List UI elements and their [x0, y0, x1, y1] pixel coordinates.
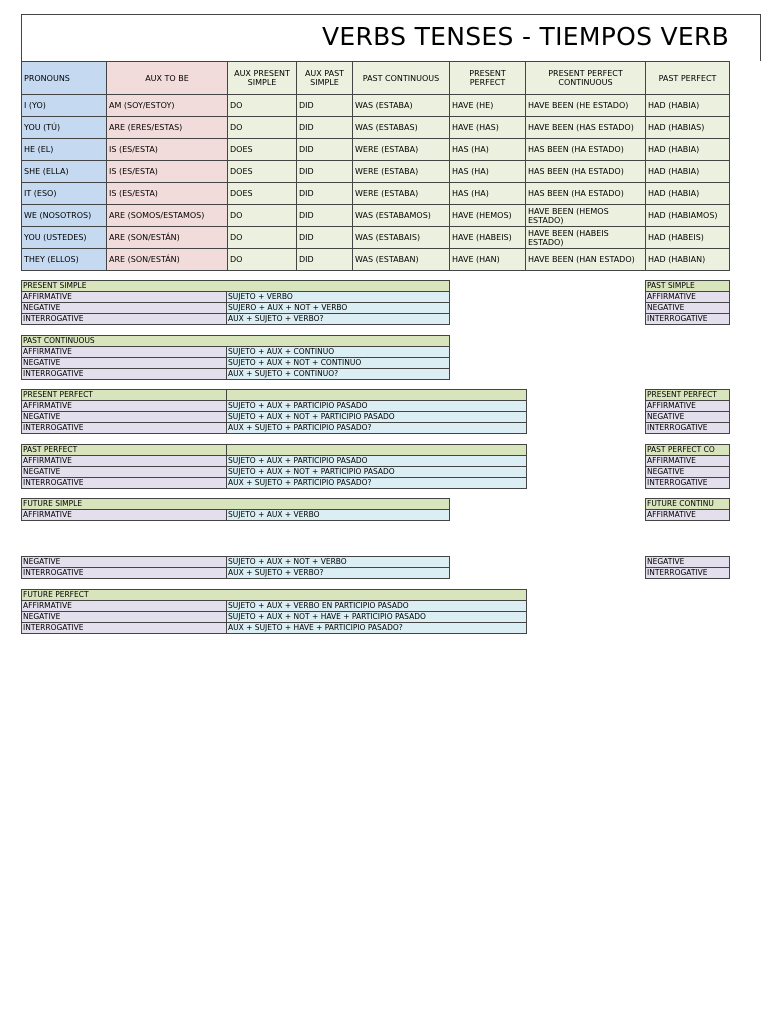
row-formula: SUJETO + AUX + PARTICIPIO PASADO — [227, 456, 527, 467]
present-simple-section — [21, 280, 450, 325]
table-cell: HAVE (HE) — [450, 95, 526, 117]
table-cell: THEY (ELLOS) — [22, 249, 107, 271]
table-cell: YOU (TÚ) — [22, 117, 107, 139]
row-formula: AUX + SUJETO + PARTICIPIO PASADO? — [227, 478, 527, 489]
row-formula: SUJETO + AUX + CONTINUO — [227, 347, 450, 358]
section-title: FUTURE PERFECT — [22, 590, 527, 601]
table-cell: DO — [228, 205, 297, 227]
table-cell: HAVE (HABEIS) — [450, 227, 526, 249]
section-title: PAST CONTINUOUS — [22, 336, 450, 347]
table-cell: WAS (ESTABAS) — [353, 117, 450, 139]
row-formula: SUJETO + AUX + NOT + PARTICIPIO PASADO — [227, 467, 527, 478]
section-title: PAST PERFECT — [22, 445, 227, 456]
table-cell: I (YO) — [22, 95, 107, 117]
header-cell: AUX PRESENT SIMPLE — [228, 62, 297, 95]
row-label: INTERROGATIVE — [22, 623, 227, 634]
past-simple-section — [645, 280, 730, 325]
row-label: NEGATIVE — [646, 412, 730, 423]
page-title: VERBS TENSES - TIEMPOS VERB — [322, 22, 730, 51]
table-cell: WE (NOSOTROS) — [22, 205, 107, 227]
table-cell: DID — [297, 227, 353, 249]
verb-tenses-table — [21, 61, 730, 271]
table-cell: DID — [297, 161, 353, 183]
row-label: INTERROGATIVE — [22, 478, 227, 489]
table-cell: IS (ES/ESTA) — [107, 161, 228, 183]
header-cell: PRONOUNS — [22, 62, 107, 95]
table-row — [22, 139, 730, 161]
table-cell: DID — [297, 139, 353, 161]
table-row — [22, 249, 730, 271]
row-label: INTERROGATIVE — [646, 423, 730, 434]
table-cell: DID — [297, 117, 353, 139]
table-cell: HAVE (HEMOS) — [450, 205, 526, 227]
table-cell: HAD (HABIA) — [646, 161, 730, 183]
table-cell: DOES — [228, 139, 297, 161]
row-formula: AUX + SUJETO + VERBO? — [227, 314, 450, 325]
table-cell: DO — [228, 117, 297, 139]
table-cell: HAS BEEN (HA ESTADO) — [526, 183, 646, 205]
row-formula: AUX + SUJETO + VERBO? — [227, 568, 450, 579]
section-title-filler — [227, 445, 527, 456]
table-cell: HAS BEEN (HA ESTADO) — [526, 161, 646, 183]
table-row — [22, 183, 730, 205]
row-label: INTERROGATIVE — [646, 568, 730, 579]
table-cell: HAS (HA) — [450, 139, 526, 161]
future-perfect-section — [21, 589, 527, 634]
section-title: FUTURE SIMPLE — [22, 499, 450, 510]
row-label: AFFIRMATIVE — [646, 292, 730, 303]
section-title: FUTURE CONTINU — [646, 499, 730, 510]
table-cell: HAVE BEEN (HE ESTADO) — [526, 95, 646, 117]
future-continuous-section-cont — [645, 556, 730, 579]
row-formula: SUJETO + AUX + VERBO — [227, 510, 450, 521]
past-continuous-section — [21, 335, 450, 380]
future-continuous-section — [645, 498, 730, 521]
row-label: AFFIRMATIVE — [22, 456, 227, 467]
table-cell: HAD (HABIAS) — [646, 117, 730, 139]
table-cell: ARE (SOMOS/ESTAMOS) — [107, 205, 228, 227]
header-row — [22, 62, 730, 95]
table-cell: HAD (HABIAN) — [646, 249, 730, 271]
row-formula: SUJERO + AUX + NOT + VERBO — [227, 303, 450, 314]
table-cell: HAS (HA) — [450, 161, 526, 183]
present-perfect-section — [21, 389, 527, 434]
row-formula: SUJETO + AUX + PARTICIPIO PASADO — [227, 401, 527, 412]
row-label: NEGATIVE — [646, 467, 730, 478]
row-label: AFFIRMATIVE — [646, 456, 730, 467]
table-cell: DID — [297, 183, 353, 205]
table-cell: ARE (SON/ESTÁN) — [107, 227, 228, 249]
table-row — [22, 161, 730, 183]
table-cell: HAD (HABIA) — [646, 139, 730, 161]
row-formula: SUJETO + AUX + NOT + HAVE + PARTICIPIO PASADO — [227, 612, 527, 623]
row-label: INTERROGATIVE — [646, 478, 730, 489]
row-label: NEGATIVE — [22, 612, 227, 623]
row-label: AFFIRMATIVE — [22, 347, 227, 358]
table-cell: WERE (ESTABA) — [353, 139, 450, 161]
past-perfect-section — [21, 444, 527, 489]
row-label: INTERROGATIVE — [22, 423, 227, 434]
table-cell: DOES — [228, 161, 297, 183]
row-label: AFFIRMATIVE — [22, 292, 227, 303]
table-cell: HAVE (HAN) — [450, 249, 526, 271]
table-cell: IS (ES/ESTA) — [107, 183, 228, 205]
table-cell: AM (SOY/ESTOY) — [107, 95, 228, 117]
section-title: PRESENT PERFECT — [646, 390, 730, 401]
table-cell: HAS (HA) — [450, 183, 526, 205]
table-row — [22, 95, 730, 117]
table-cell: HAVE BEEN (HAN ESTADO) — [526, 249, 646, 271]
table-cell: WAS (ESTABAMOS) — [353, 205, 450, 227]
row-label: NEGATIVE — [646, 557, 730, 568]
table-cell: WAS (ESTABAIS) — [353, 227, 450, 249]
header-cell: AUX PAST SIMPLE — [297, 62, 353, 95]
header-cell: PRESENT PERFECT CONTINUOUS — [526, 62, 646, 95]
table-cell: DID — [297, 249, 353, 271]
table-cell: HAD (HABEIS) — [646, 227, 730, 249]
table-cell: HAVE BEEN (HAS ESTADO) — [526, 117, 646, 139]
section-title: PRESENT SIMPLE — [22, 281, 450, 292]
table-cell: DO — [228, 227, 297, 249]
present-perfect-continuous-section — [645, 389, 730, 434]
table-row — [22, 205, 730, 227]
table-cell: HAD (HABIAMOS) — [646, 205, 730, 227]
row-formula: AUX + SUJETO + HAVE + PARTICIPIO PASADO? — [227, 623, 527, 634]
header-cell: PAST CONTINUOUS — [353, 62, 450, 95]
table-cell: DO — [228, 249, 297, 271]
table-cell: WERE (ESTABA) — [353, 183, 450, 205]
table-cell: HAVE (HAS) — [450, 117, 526, 139]
table-cell: IT (ESO) — [22, 183, 107, 205]
table-cell: WAS (ESTABAN) — [353, 249, 450, 271]
table-cell: WERE (ESTABA) — [353, 161, 450, 183]
table-cell: HAVE BEEN (HABEIS ESTADO) — [526, 227, 646, 249]
table-cell: DID — [297, 95, 353, 117]
table-row — [22, 117, 730, 139]
row-label: AFFIRMATIVE — [22, 510, 227, 521]
row-label: INTERROGATIVE — [22, 369, 227, 380]
row-formula: AUX + SUJETO + PARTICIPIO PASADO? — [227, 423, 527, 434]
row-label: NEGATIVE — [646, 303, 730, 314]
row-label: AFFIRMATIVE — [22, 401, 227, 412]
row-label: INTERROGATIVE — [22, 314, 227, 325]
table-cell: IS (ES/ESTA) — [107, 139, 228, 161]
row-label: NEGATIVE — [22, 412, 227, 423]
table-cell: HAD (HABIA) — [646, 95, 730, 117]
row-label: AFFIRMATIVE — [22, 601, 227, 612]
table-cell: DOES — [228, 183, 297, 205]
row-label: NEGATIVE — [22, 557, 227, 568]
table-row — [22, 227, 730, 249]
future-simple-section-cont — [21, 556, 450, 579]
row-label: INTERROGATIVE — [646, 314, 730, 325]
section-title: PAST PERFECT CO — [646, 445, 730, 456]
row-label: NEGATIVE — [22, 358, 227, 369]
table-cell: DO — [228, 95, 297, 117]
past-perfect-continuous-section — [645, 444, 730, 489]
header-cell: AUX TO BE — [107, 62, 228, 95]
table-cell: DID — [297, 205, 353, 227]
header-cell: PAST PERFECT — [646, 62, 730, 95]
table-cell: HAS BEEN (HA ESTADO) — [526, 139, 646, 161]
row-formula: SUJETO + VERBO — [227, 292, 450, 303]
section-title: PAST SIMPLE — [646, 281, 730, 292]
row-formula: AUX + SUJETO + CONTINUO? — [227, 369, 450, 380]
row-label: AFFIRMATIVE — [646, 510, 730, 521]
row-formula: SUJETO + AUX + VERBO EN PARTICIPIO PASADO — [227, 601, 527, 612]
header-cell: PRESENT PERFECT — [450, 62, 526, 95]
table-cell: SHE (ELLA) — [22, 161, 107, 183]
table-cell: HE (EL) — [22, 139, 107, 161]
row-label: AFFIRMATIVE — [646, 401, 730, 412]
table-cell: ARE (ERES/ESTAS) — [107, 117, 228, 139]
table-cell: YOU (USTEDES) — [22, 227, 107, 249]
row-formula: SUJETO + AUX + NOT + VERBO — [227, 557, 450, 568]
section-title: PRESENT PERFECT — [22, 390, 227, 401]
row-label: INTERROGATIVE — [22, 568, 227, 579]
table-cell: WAS (ESTABA) — [353, 95, 450, 117]
row-formula: SUJETO + AUX + NOT + CONTINUO — [227, 358, 450, 369]
row-label: NEGATIVE — [22, 303, 227, 314]
row-label: NEGATIVE — [22, 467, 227, 478]
table-cell: HAD (HABIA) — [646, 183, 730, 205]
table-cell: ARE (SON/ESTÁN) — [107, 249, 228, 271]
table-cell: HAVE BEEN (HEMOS ESTADO) — [526, 205, 646, 227]
section-title-filler — [227, 390, 527, 401]
future-simple-section — [21, 498, 450, 521]
row-formula: SUJETO + AUX + NOT + PARTICIPIO PASADO — [227, 412, 527, 423]
